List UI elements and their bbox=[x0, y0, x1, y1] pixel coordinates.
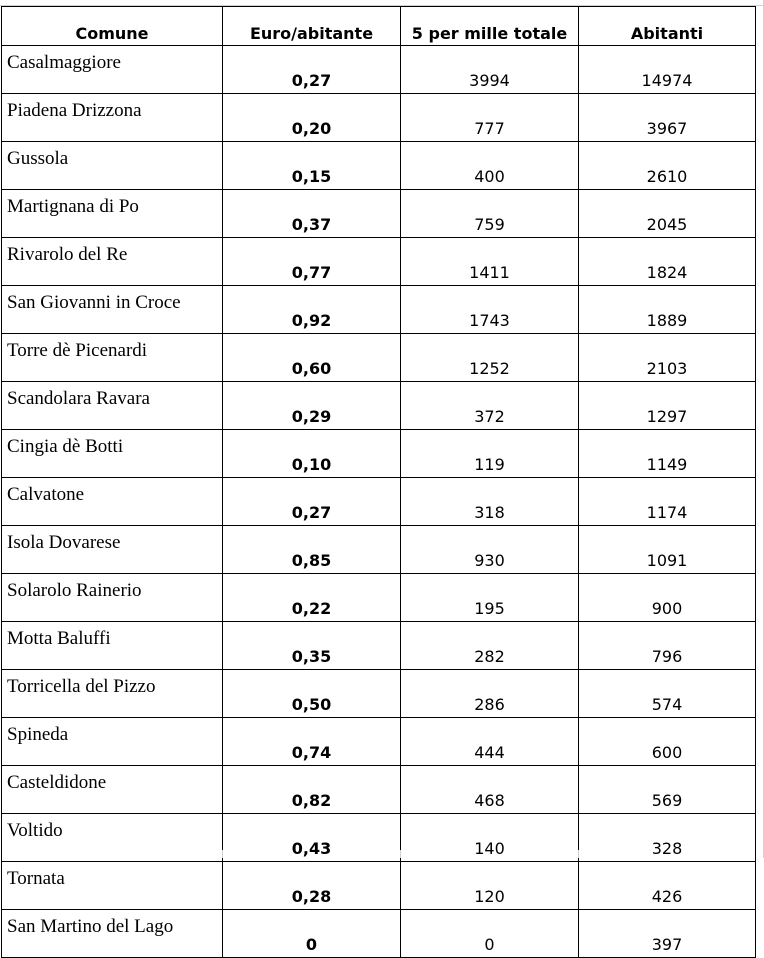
table-row bbox=[2, 238, 756, 286]
gridline-col-2 bbox=[400, 850, 401, 858]
cell-abitanti[interactable]: 2103 bbox=[579, 334, 756, 382]
cell-5-per-mille-totale[interactable]: 1411 bbox=[401, 238, 579, 286]
cell-5-per-mille-totale[interactable]: 444 bbox=[401, 718, 579, 766]
header-comune[interactable]: Comune bbox=[2, 7, 223, 46]
table-row bbox=[2, 622, 756, 670]
partial-next-row bbox=[0, 850, 764, 858]
table-row bbox=[2, 334, 756, 382]
cell-5-per-mille-totale[interactable]: 119 bbox=[401, 430, 579, 478]
table-row bbox=[2, 910, 756, 958]
cell-comune[interactable]: Solarolo Rainerio bbox=[2, 574, 223, 622]
cell-euro-abitante[interactable]: 0,29 bbox=[223, 382, 401, 430]
cell-abitanti[interactable]: 1824 bbox=[579, 238, 756, 286]
cell-euro-abitante[interactable]: 0,27 bbox=[223, 46, 401, 94]
table-row bbox=[2, 574, 756, 622]
cell-5-per-mille-totale[interactable]: 372 bbox=[401, 382, 579, 430]
cell-euro-abitante[interactable]: 0,60 bbox=[223, 334, 401, 382]
cell-euro-abitante[interactable]: 0,22 bbox=[223, 574, 401, 622]
cell-euro-abitante[interactable]: 0,43 bbox=[223, 814, 401, 862]
cell-comune[interactable]: Tornata bbox=[2, 862, 223, 910]
table-row bbox=[2, 478, 756, 526]
gridline-col-1 bbox=[222, 850, 223, 858]
cell-euro-abitante[interactable]: 0,35 bbox=[223, 622, 401, 670]
cell-euro-abitante[interactable]: 0,77 bbox=[223, 238, 401, 286]
table-row bbox=[2, 286, 756, 334]
table-row bbox=[2, 46, 756, 94]
cell-comune[interactable]: Motta Baluffi bbox=[2, 622, 223, 670]
cell-abitanti[interactable]: 1297 bbox=[579, 382, 756, 430]
table-row bbox=[2, 430, 756, 478]
cell-euro-abitante[interactable]: 0,10 bbox=[223, 430, 401, 478]
table-row bbox=[2, 190, 756, 238]
cell-comune[interactable]: Scandolara Ravara bbox=[2, 382, 223, 430]
header-row bbox=[2, 7, 756, 46]
cell-abitanti[interactable]: 2610 bbox=[579, 142, 756, 190]
cell-comune[interactable]: Spineda bbox=[2, 718, 223, 766]
cell-5-per-mille-totale[interactable]: 777 bbox=[401, 94, 579, 142]
cell-5-per-mille-totale[interactable]: 400 bbox=[401, 142, 579, 190]
cell-comune[interactable]: Casalmaggiore bbox=[2, 46, 223, 94]
cell-5-per-mille-totale[interactable]: 1743 bbox=[401, 286, 579, 334]
cell-comune[interactable]: Voltido bbox=[2, 814, 223, 862]
cell-5-per-mille-totale[interactable]: 282 bbox=[401, 622, 579, 670]
header-euro-abitante[interactable]: Euro/abitante bbox=[223, 7, 401, 46]
cell-comune[interactable]: Casteldidone bbox=[2, 766, 223, 814]
cell-abitanti[interactable]: 900 bbox=[579, 574, 756, 622]
cell-5-per-mille-totale[interactable]: 140 bbox=[401, 814, 579, 862]
table-row bbox=[2, 862, 756, 910]
header-5-per-mille-totale[interactable]: 5 per mille totale bbox=[401, 7, 579, 46]
cell-comune[interactable]: Martignana di Po bbox=[2, 190, 223, 238]
cell-euro-abitante[interactable]: 0,82 bbox=[223, 766, 401, 814]
cell-5-per-mille-totale[interactable]: 286 bbox=[401, 670, 579, 718]
cell-abitanti[interactable]: 1889 bbox=[579, 286, 756, 334]
table-body bbox=[2, 46, 756, 958]
table-row bbox=[2, 142, 756, 190]
cell-5-per-mille-totale[interactable]: 318 bbox=[401, 478, 579, 526]
table-row bbox=[2, 718, 756, 766]
cell-comune[interactable]: Piadena Drizzona bbox=[2, 94, 223, 142]
cell-comune[interactable]: Torricella del Pizzo bbox=[2, 670, 223, 718]
table-row bbox=[2, 670, 756, 718]
cell-abitanti[interactable]: 328 bbox=[579, 814, 756, 862]
cell-5-per-mille-totale[interactable]: 3994 bbox=[401, 46, 579, 94]
cell-comune[interactable]: San Martino del Lago bbox=[2, 910, 223, 958]
cell-comune[interactable]: San Giovanni in Croce bbox=[2, 286, 223, 334]
cell-abitanti[interactable]: 600 bbox=[579, 718, 756, 766]
cell-comune[interactable]: Torre dè Picenardi bbox=[2, 334, 223, 382]
table-row bbox=[2, 766, 756, 814]
cell-5-per-mille-totale[interactable]: 930 bbox=[401, 526, 579, 574]
table-row bbox=[2, 382, 756, 430]
cell-euro-abitante[interactable]: 0,28 bbox=[223, 862, 401, 910]
cell-abitanti[interactable]: 1091 bbox=[579, 526, 756, 574]
cell-abitanti[interactable]: 2045 bbox=[579, 190, 756, 238]
cell-5-per-mille-totale[interactable]: 1252 bbox=[401, 334, 579, 382]
cell-euro-abitante[interactable]: 0,37 bbox=[223, 190, 401, 238]
cell-euro-abitante[interactable]: 0,85 bbox=[223, 526, 401, 574]
cell-abitanti[interactable]: 397 bbox=[579, 910, 756, 958]
cell-euro-abitante[interactable]: 0,15 bbox=[223, 142, 401, 190]
cell-comune[interactable]: Rivarolo del Re bbox=[2, 238, 223, 286]
header-abitanti[interactable]: Abitanti bbox=[579, 7, 756, 46]
cell-5-per-mille-totale[interactable]: 195 bbox=[401, 574, 579, 622]
cell-euro-abitante[interactable]: 0,50 bbox=[223, 670, 401, 718]
cell-comune[interactable]: Gussola bbox=[2, 142, 223, 190]
cell-abitanti[interactable]: 574 bbox=[579, 670, 756, 718]
cell-abitanti[interactable]: 1174 bbox=[579, 478, 756, 526]
gridline-col-3 bbox=[578, 850, 579, 858]
table-row bbox=[2, 526, 756, 574]
cell-euro-abitante[interactable]: 0,20 bbox=[223, 94, 401, 142]
cell-comune[interactable]: Calvatone bbox=[2, 478, 223, 526]
cell-abitanti[interactable]: 1149 bbox=[579, 430, 756, 478]
cell-abitanti[interactable]: 3967 bbox=[579, 94, 756, 142]
cell-5-per-mille-totale[interactable]: 120 bbox=[401, 862, 579, 910]
cell-comune[interactable]: Cingia dè Botti bbox=[2, 430, 223, 478]
cell-5-per-mille-totale[interactable]: 468 bbox=[401, 766, 579, 814]
cell-5-per-mille-totale[interactable]: 0 bbox=[401, 910, 579, 958]
cell-euro-abitante[interactable]: 0,27 bbox=[223, 478, 401, 526]
cell-abitanti[interactable]: 569 bbox=[579, 766, 756, 814]
cell-abitanti[interactable]: 426 bbox=[579, 862, 756, 910]
cell-comune[interactable]: Isola Dovarese bbox=[2, 526, 223, 574]
comuni-table bbox=[1, 6, 756, 958]
cell-euro-abitante[interactable]: 0,92 bbox=[223, 286, 401, 334]
cell-abitanti[interactable]: 14974 bbox=[579, 46, 756, 94]
cell-euro-abitante[interactable]: 0 bbox=[223, 910, 401, 958]
table-row bbox=[2, 94, 756, 142]
cell-5-per-mille-totale[interactable]: 759 bbox=[401, 190, 579, 238]
cell-euro-abitante[interactable]: 0,74 bbox=[223, 718, 401, 766]
cell-abitanti[interactable]: 796 bbox=[579, 622, 756, 670]
